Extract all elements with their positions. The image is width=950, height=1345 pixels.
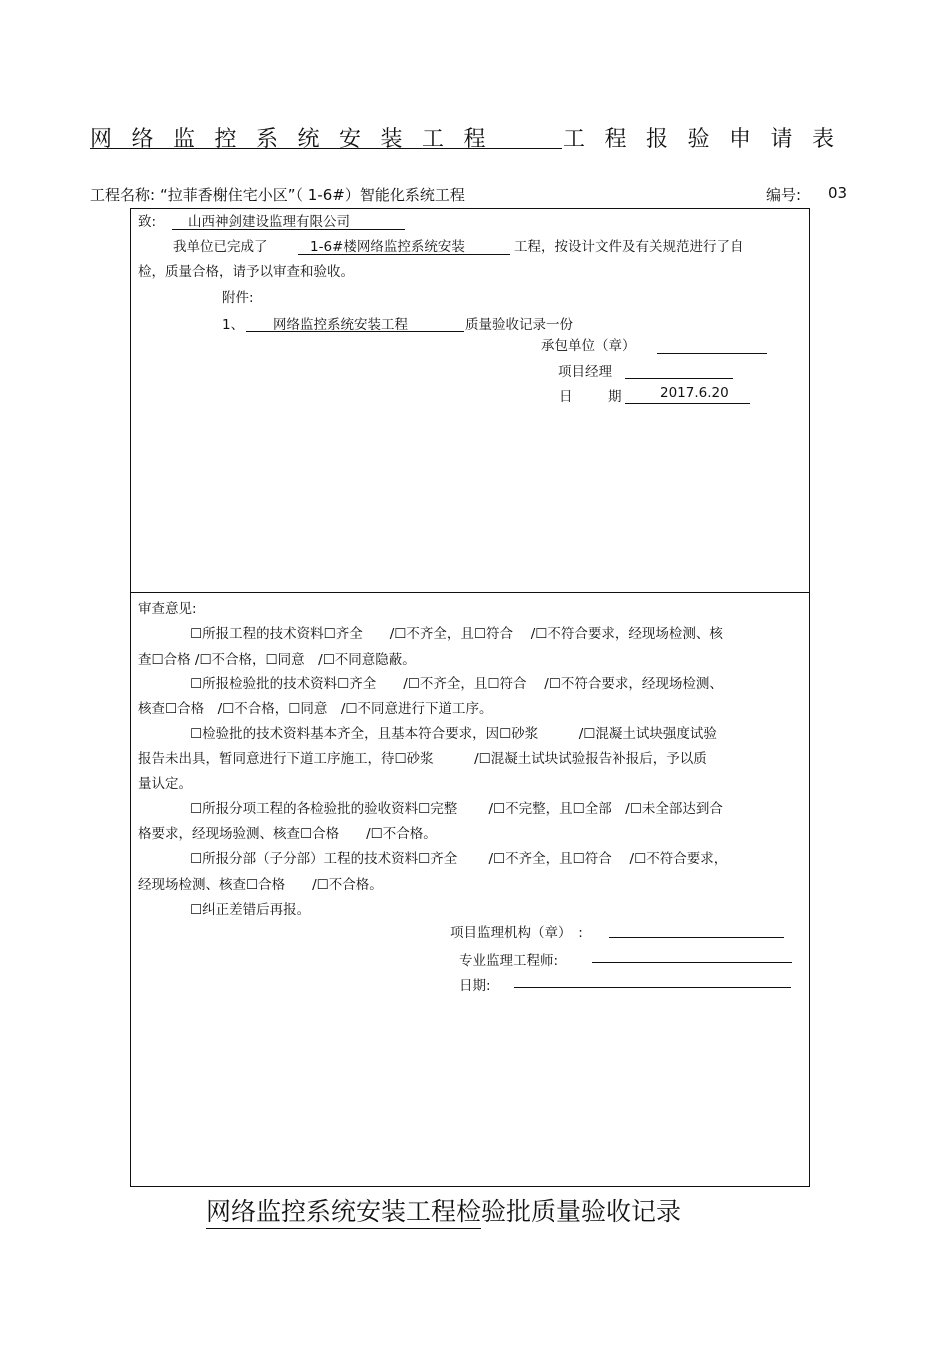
engineer-underline bbox=[592, 962, 792, 963]
supervisor-org-underline bbox=[609, 937, 784, 938]
completed-value: 1-6#楼网络监控系统安装 bbox=[310, 239, 465, 255]
review-line: 报告未出具，暂同意进行下道工序施工，待☐砂浆 /☐混凝土试块试验报告补报后，予以质 bbox=[138, 751, 707, 767]
date-label-1: 日 bbox=[559, 389, 573, 405]
to-underline bbox=[172, 229, 405, 230]
pm-underline bbox=[625, 378, 733, 379]
title-underline bbox=[90, 148, 562, 149]
section-divider bbox=[130, 592, 810, 593]
attachment-label: 附件: bbox=[222, 290, 254, 306]
review-line: ☐所报工程的技术资料☐齐全 /☐不齐全，且☐符合 /☐不符合要求，经现场检测、核 bbox=[190, 626, 723, 642]
review-line: ☐纠正差错后再报。 bbox=[190, 902, 311, 918]
review-line: ☐所报分项工程的各检验批的验收资料☐完整 /☐不完整，且☐全部 /☐未全部达到合 bbox=[190, 801, 723, 817]
date-label-2: 期 bbox=[608, 389, 622, 405]
project-name: “拉菲香榭住宅小区”（ 1-6#）智能化系统工程 bbox=[160, 186, 465, 204]
contractor-label: 承包单位（章） bbox=[541, 338, 636, 354]
review-line: 量认定。 bbox=[138, 776, 192, 792]
completed-prefix: 我单位已完成了 bbox=[173, 239, 268, 255]
attach-suffix: 质量验收记录一份 bbox=[465, 317, 573, 333]
to-label: 致: bbox=[138, 214, 157, 230]
engineer-label: 专业监理工程师: bbox=[459, 953, 559, 969]
review-line: 查☐合格 /☐不合格，☐同意 /☐不同意隐蔽。 bbox=[138, 652, 416, 668]
review-line: 核查☐合格 /☐不合格，☐同意 /☐不同意进行下道工序。 bbox=[138, 701, 493, 717]
review-line: ☐所报分部（子分部）工程的技术资料☐齐全 /☐不齐全，且☐符合 /☐不符合要求， bbox=[190, 851, 728, 867]
review-heading: 审查意见: bbox=[138, 601, 197, 617]
supervisor-org-label: 项目监理机构（章） : bbox=[450, 925, 583, 941]
attach-value: 网络监控系统安装工程 bbox=[273, 317, 408, 333]
footer-title-rest: 验批质量验收记录 bbox=[481, 1197, 682, 1226]
completed-suffix: 工程，按设计文件及有关规范进行了自 bbox=[514, 239, 744, 255]
completed-line2: 检，质量合格，请予以审查和验收。 bbox=[138, 264, 354, 280]
review-line: 格要求，经现场验测、核查☐合格 /☐不合格。 bbox=[138, 826, 437, 842]
attach-index: 1、 bbox=[222, 317, 245, 333]
review-line: ☐所报检验批的技术资料☐齐全 /☐不齐全，且☐符合 /☐不符合要求，经现场检测、 bbox=[190, 676, 723, 692]
footer-title bbox=[206, 1192, 681, 1229]
review-line: 经现场检测、核查☐合格 /☐不合格。 bbox=[138, 877, 383, 893]
completed-underline bbox=[298, 254, 510, 255]
attach-underline bbox=[246, 331, 464, 332]
review-line: ☐检验批的技术资料基本齐全，且基本符合要求，因☐砂浆 /☐混凝土试块强度试验 bbox=[190, 726, 717, 742]
project-label: 工程名称: bbox=[90, 186, 156, 204]
to-value: 山西神剑建设监理有限公司 bbox=[188, 214, 350, 230]
date-underline bbox=[625, 403, 750, 404]
pm-label: 项目经理 bbox=[558, 364, 612, 380]
title-left: 网络监控系统安装工程 bbox=[90, 127, 506, 152]
contractor-underline bbox=[657, 353, 767, 354]
review-date-label: 日期: bbox=[459, 978, 491, 994]
review-date-underline bbox=[514, 987, 791, 988]
date-value: 2017.6.20 bbox=[660, 385, 729, 401]
number-label: 编号: bbox=[766, 186, 802, 204]
number-value: 03 bbox=[828, 184, 848, 202]
footer-title-underlined: 网络监控系统安装工程检 bbox=[206, 1192, 481, 1229]
title-right: 工程报验申请表 bbox=[563, 127, 854, 152]
